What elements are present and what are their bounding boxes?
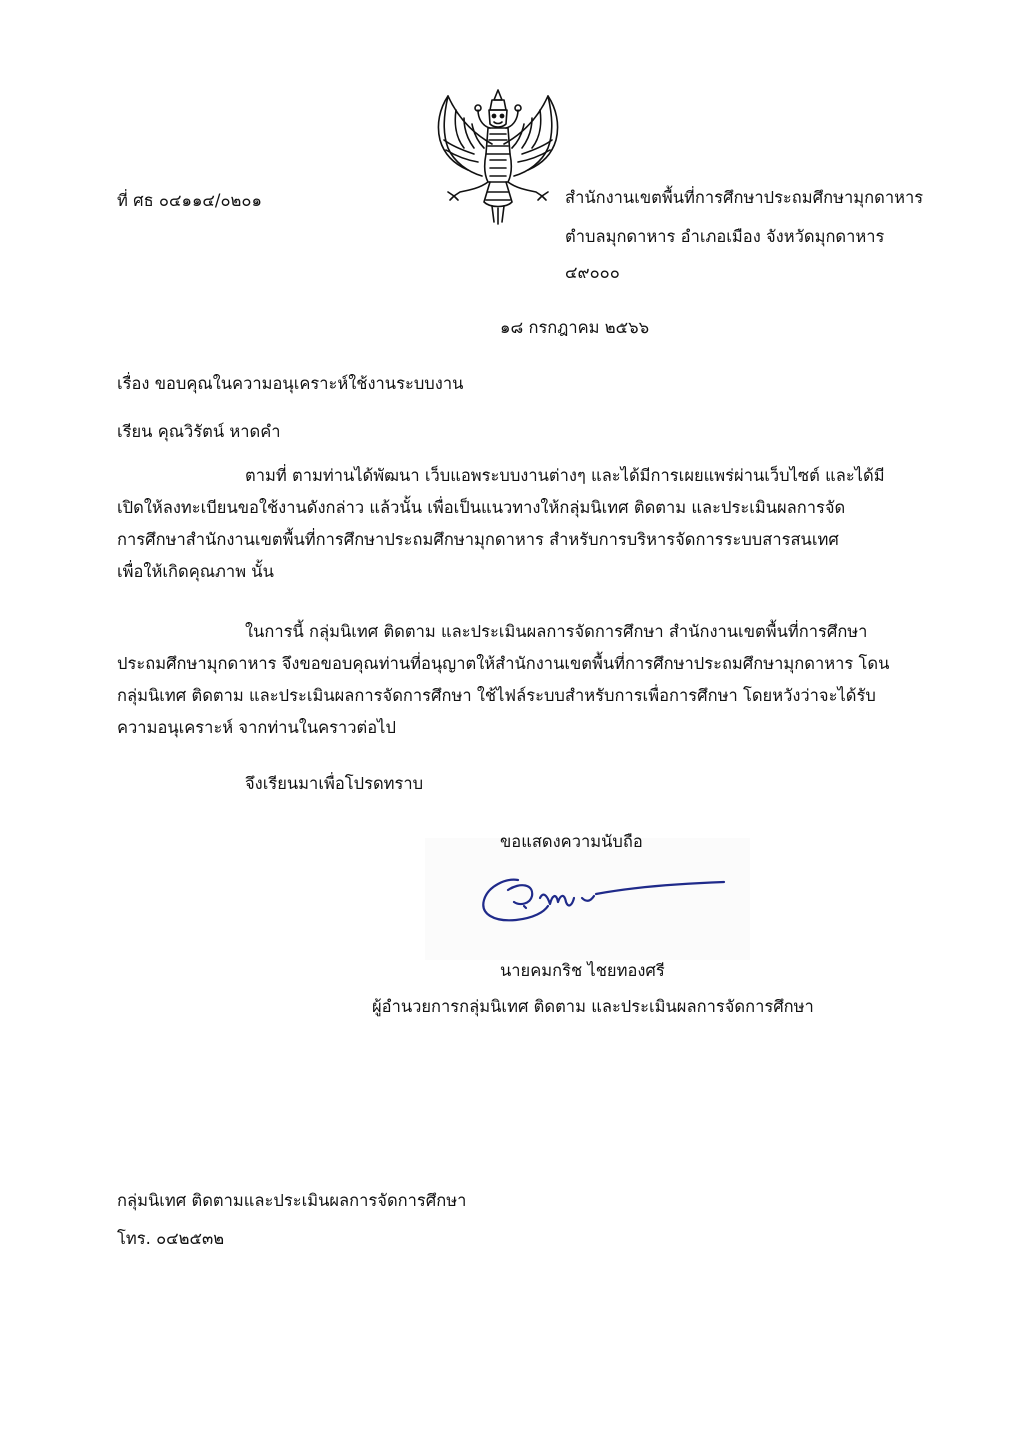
paragraph-line: ความอนุเคราะห์ จากท่านในคราวต่อไป — [117, 718, 396, 737]
paragraph-line: การศึกษาสำนักงานเขตพื้นที่การศึกษาประถมศึกษามุกดาหาร สำหรับการบริหารจัดการระบบสารสนเทศ — [117, 530, 839, 549]
sender-postal-code: ๔๙๐๐๐ — [565, 263, 620, 282]
paragraph-line: ตามที่ ตามท่านได้พัฒนา เว็บแอพระบบงานต่างๆ และได้มีการเผยแพร่ผ่านเว็บไซต์ และได้มี — [245, 466, 885, 485]
document-date: ๑๘ กรกฎาคม ๒๕๖๖ — [500, 318, 650, 337]
footer-phone: โทร. ๐๔๒๕๓๒ — [117, 1229, 225, 1248]
subject-line: เรื่อง ขอบคุณในความอนุเคราะห์ใช้งานระบบงาน — [117, 374, 464, 393]
handwritten-signature — [478, 868, 730, 930]
paragraph-line: เปิดให้ลงทะเบียนขอใช้งานดังกล่าว แล้วนั้น เพื่อเป็นแนวทางให้กลุ่มนิเทศ ติดตาม และประเมินผลการจัด — [117, 498, 846, 517]
signer-title: ผู้อำนวยการกลุ่มนิเทศ ติดตาม และประเมินผลการจัดการศึกษา — [372, 997, 814, 1016]
salutation: ขอแสดงความนับถือ — [500, 832, 643, 851]
footer-department: กลุ่มนิเทศ ติดตามและประเมินผลการจัดการศึกษา — [117, 1191, 467, 1210]
signer-name: นายคมกริช ไชยทองศรี — [500, 961, 665, 980]
paragraph-line: กลุ่มนิเทศ ติดตาม และประเมินผลการจัดการศึกษา ใช้ไฟล์ระบบสำหรับการเพื่อการศึกษา โดยหวังว่าจะได้รับ — [117, 686, 876, 705]
paragraph-line: ประถมศึกษามุกดาหาร จึงขอขอบคุณท่านที่อนุญาตให้สำนักงานเขตพื้นที่การศึกษาประถมศึกษามุกดาหาร โดน — [117, 654, 890, 673]
garuda-emblem-icon — [434, 84, 562, 226]
paragraph-line: ในการนี้ กลุ่มนิเทศ ติดตาม และประเมินผลการจัดการศึกษา สำนักงานเขตพื้นที่การศึกษา — [245, 622, 868, 641]
reference-number: ที่ ศธ ๐๔๑๑๔/๐๒๐๑ — [117, 191, 262, 210]
sender-address-line1: สำนักงานเขตพื้นที่การศึกษาประถมศึกษามุกดาหาร — [565, 188, 924, 207]
recipient-line: เรียน คุณวิรัตน์ หาดคำ — [117, 422, 281, 441]
body-paragraph-1 — [117, 460, 917, 588]
sender-address-line2: ตำบลมุกดาหาร อำเภอเมือง จังหวัดมุกดาหาร — [565, 227, 885, 246]
paragraph-line: เพื่อให้เกิดคุณภาพ นั้น — [117, 562, 274, 581]
body-paragraph-2 — [117, 616, 917, 744]
closing-statement: จึงเรียนมาเพื่อโปรดทราบ — [245, 774, 424, 793]
